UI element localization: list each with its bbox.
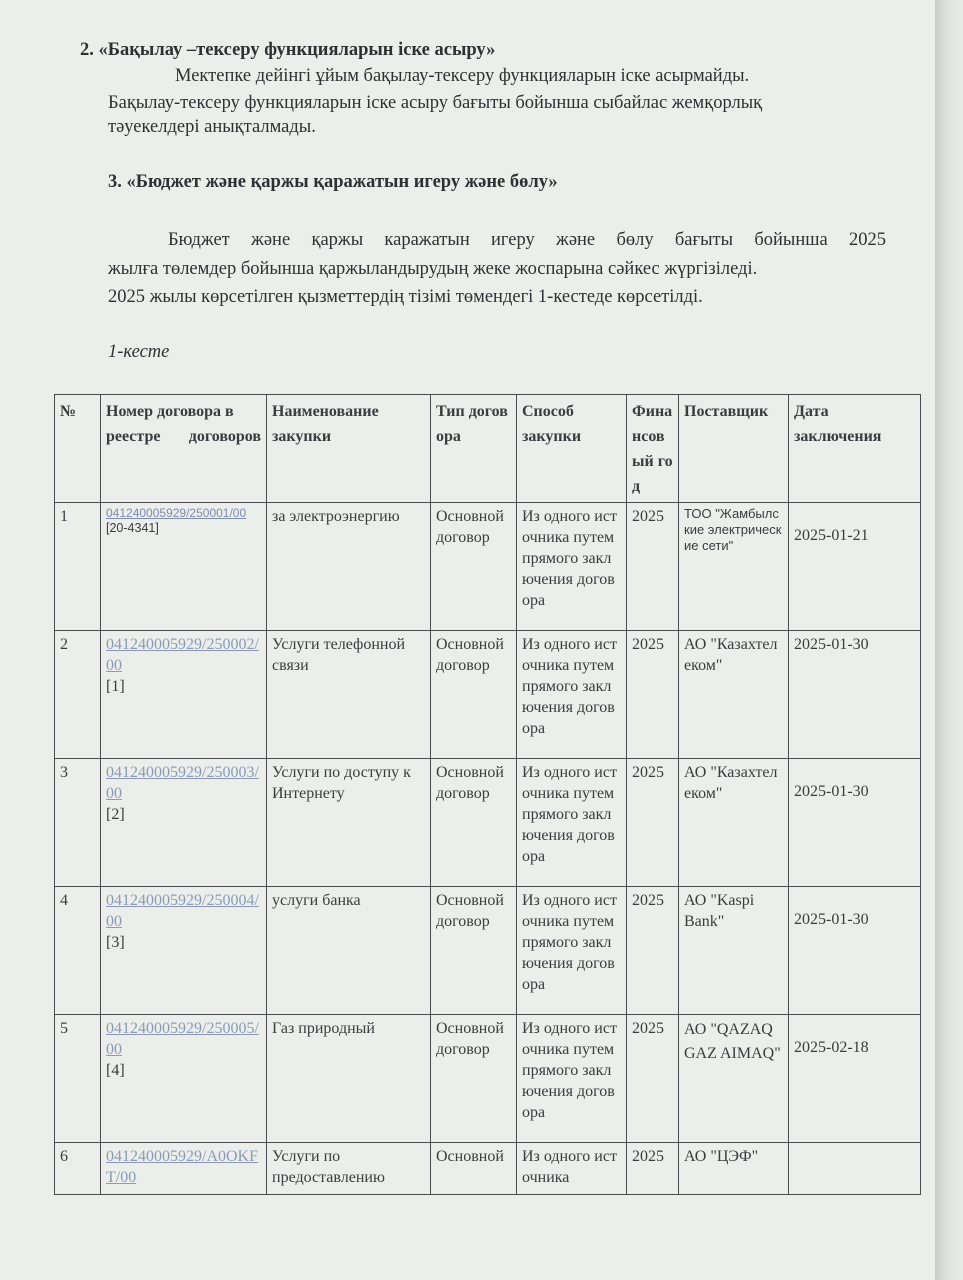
page-edge-shadow: [935, 0, 963, 1280]
row-number: 1: [55, 503, 101, 631]
supplier-cell: АО "ЦЭФ": [679, 1143, 789, 1195]
row-number: 5: [55, 1015, 101, 1143]
conclusion-date-cell: 2025-01-30: [789, 759, 921, 887]
contract-number-cell: [101, 759, 267, 887]
table-row: [55, 631, 921, 759]
contract-registry-link[interactable]: 041240005929/250003/00: [106, 764, 259, 802]
purchase-method-cell: Из одного источника путем прямого заключения договора: [517, 1015, 627, 1143]
header-contract-type: Тип договора: [431, 395, 517, 503]
contract-type-cell: Основной договор: [431, 503, 517, 631]
purchase-name-cell: Услуги по предоставлению: [267, 1143, 431, 1195]
header-num: №: [55, 395, 101, 503]
contract-registry-link[interactable]: 041240005929/250005/00: [106, 1020, 259, 1058]
contract-registry-link[interactable]: 041240005929/А0OKFT/00: [106, 1148, 259, 1186]
purchase-method-cell: Из одного источника путем прямого заключения договора: [517, 759, 627, 887]
header-supplier: Поставщик: [679, 395, 789, 503]
financial-year-cell: 2025: [627, 1015, 679, 1143]
financial-year-cell: 2025: [627, 759, 679, 887]
contract-type-cell: Основной договор: [431, 759, 517, 887]
header-conclusion-date: Дата заключения: [789, 395, 921, 503]
table-row: [55, 887, 921, 1015]
contract-number-cell: [101, 631, 267, 759]
contract-type-cell: Основной: [431, 1143, 517, 1195]
conclusion-date-cell: 2025-02-18: [789, 1015, 921, 1143]
purchase-method-cell: Из одного источника: [517, 1143, 627, 1195]
section-2-text-line: Мектепке дейінгі ұйым бақылау-тексеру функцияларын іске асырмайды.: [175, 66, 750, 86]
row-number: 6: [55, 1143, 101, 1195]
conclusion-date-cell: [789, 1143, 921, 1195]
contract-reference: [1]: [106, 678, 125, 695]
header-purchase-name: Наименование закупки: [267, 395, 431, 503]
purchase-name-cell: Газ природный: [267, 1015, 431, 1143]
supplier-cell: ТОО "Жамбылские электрические сети": [679, 503, 789, 631]
conclusion-date-cell: 2025-01-30: [789, 887, 921, 1015]
purchase-method-cell: Из одного источника путем прямого заключения договора: [517, 887, 627, 1015]
table-row: [55, 1015, 921, 1143]
table-row: [55, 759, 921, 887]
header-financial-year: Финансовый год: [627, 395, 679, 503]
table-caption: 1-кесте: [108, 342, 170, 362]
section-2-text-line: Бақылау-тексеру функцияларын іске асыру бағыты бойынша сыбайлас жемқорлық: [108, 93, 763, 113]
financial-year-cell: 2025: [627, 631, 679, 759]
section-3-text-line: 2025 жылы көрсетілген қызметтердің тізімі төмендегі 1-кестеде көрсетілді.: [108, 287, 703, 307]
section-3-text-line: жылға төлемдер бойынша қаржыландырудың жеке жоспарына сәйкес жүргізіледі.: [108, 259, 758, 279]
row-number: 4: [55, 887, 101, 1015]
contract-registry-link[interactable]: 041240005929/250001/00: [106, 506, 247, 520]
table-header-row: [55, 395, 921, 503]
contract-number-cell: [101, 503, 267, 631]
financial-year-cell: 2025: [627, 1143, 679, 1195]
purchase-name-cell: услуги банка: [267, 887, 431, 1015]
contract-number-cell: [101, 887, 267, 1015]
contract-reference: [2]: [106, 806, 125, 823]
conclusion-date-cell: 2025-01-21: [789, 503, 921, 631]
row-number: 3: [55, 759, 101, 887]
purchase-method-cell: Из одного источника путем прямого заключения договора: [517, 503, 627, 631]
contract-type-cell: Основной договор: [431, 631, 517, 759]
row-number: 2: [55, 631, 101, 759]
table-row: [55, 1143, 921, 1195]
contract-reference: [4]: [106, 1062, 125, 1079]
purchase-name-cell: Услуги телефонной связи: [267, 631, 431, 759]
header-purchase-method: Способ закупки: [517, 395, 627, 503]
purchase-name-cell: за электроэнергию: [267, 503, 431, 631]
contract-reference: [3]: [106, 934, 125, 951]
contract-registry-link[interactable]: 041240005929/250004/00: [106, 892, 259, 930]
section-2-text-line: тәуекелдері анықталмады.: [108, 117, 316, 137]
supplier-cell: АО "Kaspi Bank": [679, 887, 789, 1015]
conclusion-date-cell: 2025-01-30: [789, 631, 921, 759]
contracts-table: [54, 394, 921, 1195]
table-row: [55, 503, 921, 631]
purchase-name-cell: Услуги по доступу к Интернету: [267, 759, 431, 887]
supplier-cell: АО "Казахтелеком": [679, 759, 789, 887]
section-3-heading: 3. «Бюджет және қаржы қаражатын игеру және бөлу»: [108, 172, 558, 192]
contract-registry-link[interactable]: 041240005929/250002/00: [106, 636, 259, 674]
contract-type-cell: Основной договор: [431, 1015, 517, 1143]
section-2-heading: 2. «Бақылау –тексеру функцияларын іске асыру»: [80, 40, 496, 60]
financial-year-cell: 2025: [627, 887, 679, 1015]
purchase-method-cell: Из одного источника путем прямого заключения договора: [517, 631, 627, 759]
supplier-cell: АО "Казахтелеком": [679, 631, 789, 759]
supplier-cell: АО "QAZAQGAZ AIMAQ": [679, 1015, 789, 1143]
header-contract-number: Номер договора в реестре договоров: [101, 395, 267, 503]
section-3-text-line: Бюджет және қаржы каражатын игеру және бөлу бағыты бойынша 2025: [168, 230, 886, 250]
contract-number-cell: [101, 1015, 267, 1143]
financial-year-cell: 2025: [627, 503, 679, 631]
contract-type-cell: Основной договор: [431, 887, 517, 1015]
contract-reference: [20-4341]: [106, 521, 159, 535]
contract-number-cell: [101, 1143, 267, 1195]
